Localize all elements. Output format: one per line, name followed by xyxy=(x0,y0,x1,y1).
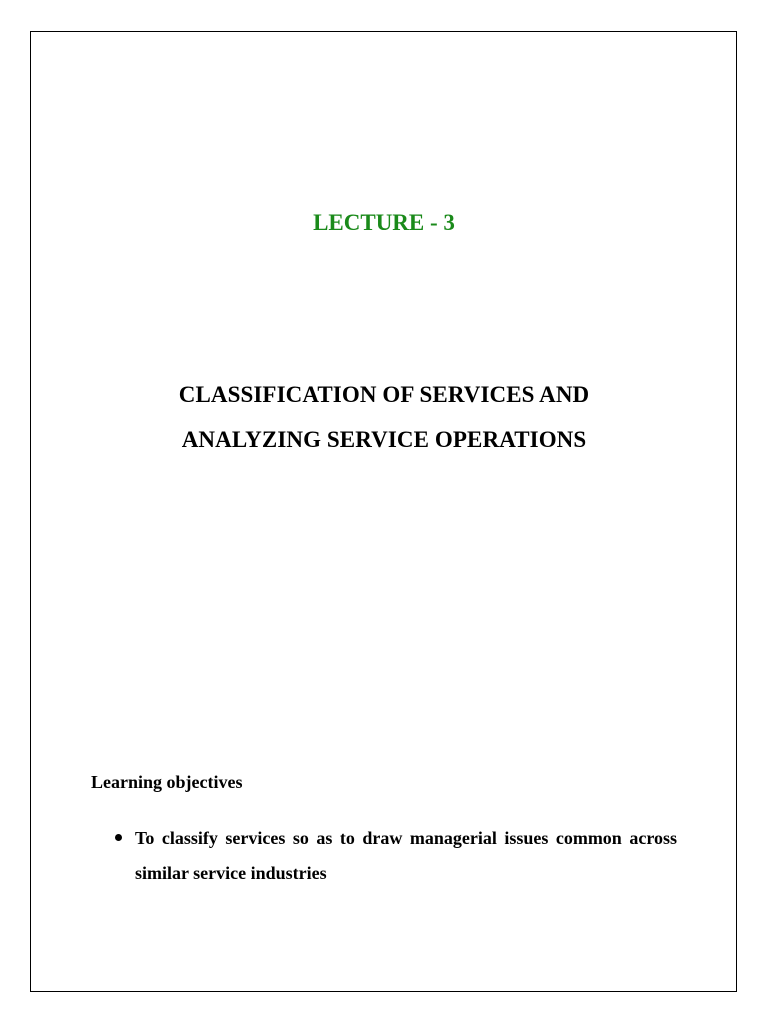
objective-text: To classify services so as to draw managerial issues common across similar service industries xyxy=(135,828,677,883)
title-line-2: ANALYZING SERVICE OPERATIONS xyxy=(181,427,587,452)
bullet-icon xyxy=(115,834,122,841)
learning-objectives-list xyxy=(113,821,677,891)
lecture-number: LECTURE - 3 xyxy=(313,210,455,235)
list-item xyxy=(113,821,677,891)
title-line-1: CLASSIFICATION OF SERVICES AND xyxy=(178,382,590,407)
learning-objectives-heading: Learning objectives xyxy=(91,772,243,792)
